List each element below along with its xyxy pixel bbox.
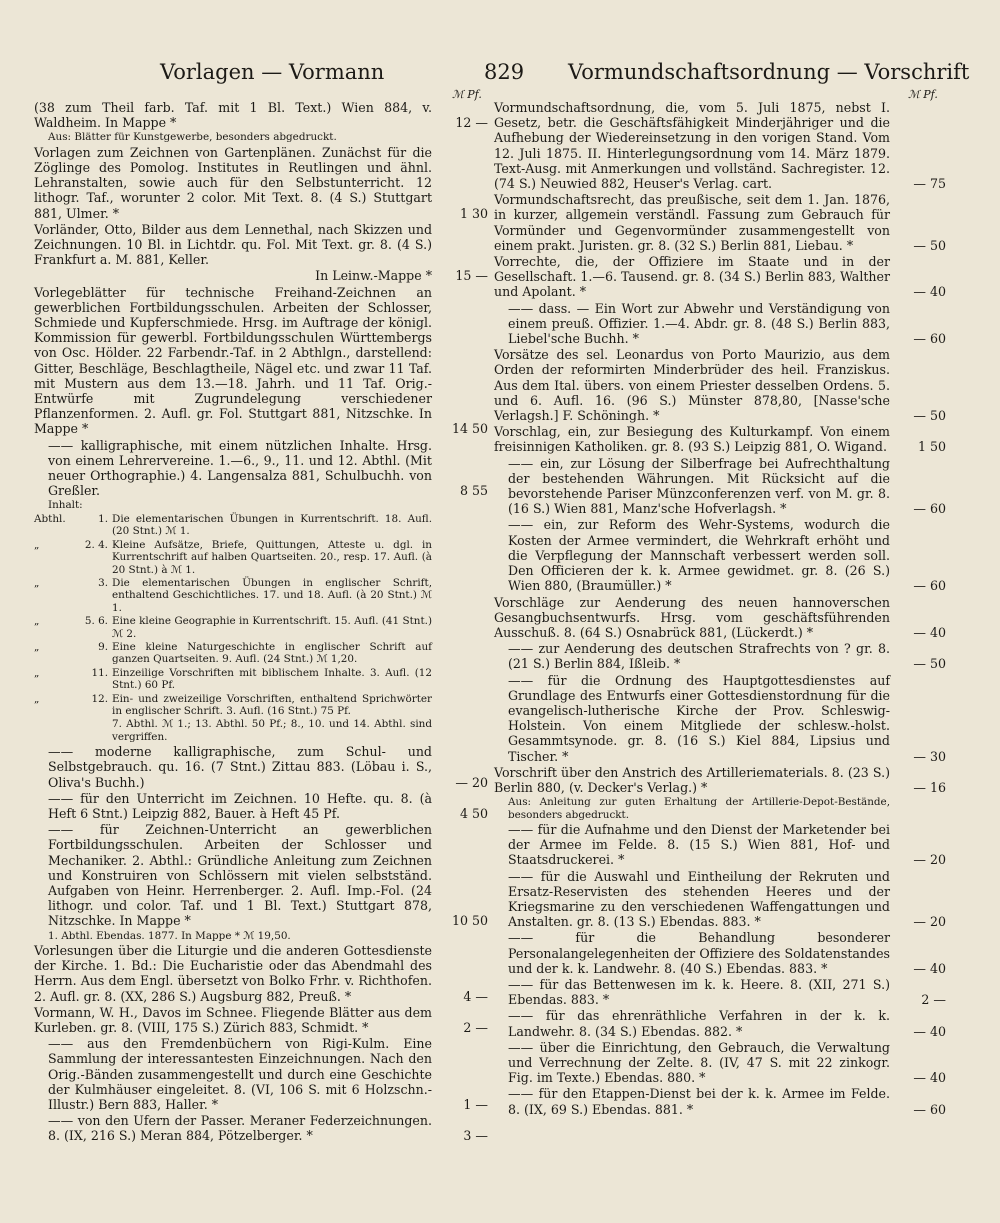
page-number: 829 (484, 60, 525, 84)
entry-price: — 30 (913, 748, 946, 764)
entry-text: Vorlagen zum Zeichnen von Gartenplänen. Zunächst für die Zöglinge des Pomolog. Institutes in Reutlingen und ähnl. Lehranstalten, sowie auch für den Selbstunterricht. 12 lithogr. Taf., worunter 2 color. Mit Text. 8. (4 S.) Stuttgart 881, Ulmer. * (34, 144, 432, 221)
entry-price: — 20 (913, 914, 946, 930)
catalog-entry (34, 744, 488, 790)
entry-text: Vorlegeblätter für technische Freihand-Zeichnen an gewerblichen Fortbildungsschulen. Arbeiten der Schlosser, Schmiede und Kupferschmiede. Hrsg. im Auftrage der königl. Kommission für gewerbl. Fortbildungsschulen Württembergs von Osc. Hölder. 22 Farbendr.-Taf. in 2 Abthlgn., darstellend: Gitter, Beschläge, Beschlagtheile, Nägel etc. und zwar 11 Taf. mit Mustern aus dem 13.—18. Jahrh. und 11 Taf. Orig.-Entwürfe mit Zugrundelegung verschiedener Pflanzenformen. 2. Aufl. gr. Fol. Stuttgart 881, Nitzschke. In Mappe * (34, 284, 432, 437)
entry-price: 15 — (455, 268, 488, 284)
contents-number: 2. 4. (84, 538, 108, 551)
contents-row (34, 513, 488, 538)
entry-text: —— kalligraphische, mit einem nützlichen Inhalte. Hrsg. von einem Lehrervereine. 1.—6., 9., 11. und 12. Abthl. (Mit neuer Orthographie.) 4. Langensalza 881, Schulbuchh. von Greßler. (48, 437, 432, 499)
entry-text: Vorländer, Otto, Bilder aus dem Lennethal, nach Skizzen und Zeichnungen. 10 Bl. in Lichtdr. qu. Fol. Mit Text. gr. 8. (4 S.) Frankfurt a. M. 881, Keller. (34, 221, 432, 268)
entry-text: —— für das Bettenwesen im k. k. Heere. 8. (XII, 271 S.) Ebendas. 883. * (508, 976, 890, 1008)
entry-price: — 20 (455, 774, 488, 790)
entry-price: 4 — (463, 988, 488, 1004)
catalog-entry (494, 100, 946, 191)
entry-note (494, 796, 946, 821)
entry-text: Vorschläge zur Aenderung des neuen hannoverschen Gesangbuchsentwurfs. Hrsg. vom geschäftsführenden Ausschuß. 8. (64 S.) Osnabrück 881, (Lückerdt.) * (494, 594, 890, 640)
contents-label: „ (34, 666, 40, 679)
entry-text: In Leinw.-Mappe * (315, 268, 432, 284)
entry-price: 14 50 (451, 421, 488, 437)
entry-text: Vorlesungen über die Liturgie und die anderen Gottesdienste der Kirche. 1. Bd.: Die Eucharistie oder das Abendmahl des Herrn. Aus dem Engl. übersetzt von Bolko Frhr. v. Richthofen. 2. Aufl. gr. 8. (XX, 286 S.) Augsburg 882, Preuß. * (34, 943, 432, 1004)
entry-text: —— ein, zur Reform des Wehr-Systems, wodurch die Kosten der Armee vermindert, die Wehrkraft erhöht und die Verpflegung der Mannschaft verbessert werden soll. Den Officieren der k. k. Armee gewidmet. gr. 8. (26 S.) Wien 880, (Braumüller.) * (508, 517, 890, 594)
left-column (34, 100, 488, 1145)
catalog-entry (34, 438, 488, 499)
catalog-entry (494, 301, 946, 347)
contents-text: 7. Abthl. ℳ 1.; 13. Abthl. 50 Pf.; 8., 10. und 14. Abthl. sind vergriffen. (112, 718, 432, 743)
catalog-entry (34, 1113, 488, 1143)
contents-row (34, 615, 488, 640)
contents-row (34, 718, 488, 743)
catalog-entry (494, 977, 946, 1007)
entry-text: —— für das ehrenräthliche Verfahren in der k. k. Landwehr. 8. (34 S.) Ebendas. 882. * (508, 1008, 890, 1039)
entry-price: 1 — (463, 1097, 488, 1113)
catalog-entry (494, 456, 946, 517)
contents-row (34, 693, 488, 718)
entry-price: — 40 (913, 624, 946, 640)
entry-price: — 40 (913, 1023, 946, 1039)
entry-price: — 60 (913, 501, 946, 517)
entry-note (34, 499, 488, 511)
contents-text: Einzeilige Vorschriften mit biblischem Inhalte. 3. Aufl. (12 Stnt.) 60 Pf. (112, 666, 432, 692)
contents-text: Eine kleine Geographie in Kurrentschrift. 15. Aufl. (41 Stnt.) ℳ 2. (112, 615, 432, 640)
entry-price: 12 — (455, 115, 488, 131)
catalog-entry (34, 1005, 488, 1035)
entry-price: 3 — (463, 1128, 488, 1144)
contents-label (34, 718, 82, 743)
entry-text: —— für die Auswahl und Eintheilung der Rekruten und Ersatz-Reservisten des stehenden Heeres und der Kriegsmarine zu den verschiedenen Waffengattungen und Anstalten. gr. 8. (13 S.) Ebendas. 883. * (508, 868, 890, 930)
entry-price: — 50 (913, 237, 946, 253)
catalog-entry (494, 673, 946, 764)
catalog-entry (34, 222, 488, 268)
catalog-entry (494, 1040, 946, 1086)
entry-price: — 75 (913, 176, 946, 192)
contents-label: Abthl. (34, 512, 66, 525)
contents-row (34, 577, 488, 614)
entry-text: Inhalt: (48, 499, 83, 512)
entry-price: — 40 (913, 284, 946, 300)
entry-price: — 16 (913, 779, 946, 795)
entry-text: Vorrechte, die, der Offiziere im Staate und in der Gesellschaft. 1.—6. Tausend. gr. 8. (34 S.) Berlin 883, Walther und Apolant. * (494, 254, 890, 300)
entry-text: Vormundschaftsordnung, die, vom 5. Juli 1875, nebst I. Gesetz, betr. die Geschäftsfähigkeit Minderjähriger und die Aufhebung der Wiedereinsetzung in den vorigen Stand. Vom 12. Juli 1875. II. Hinterlegungsordnung vom 14. März 1879. Text-Ausg. mit Anmerkungen und vollständ. Sachregister. 12. (74 S.) Neuwied 882, Heuser's Verlag. cart. (494, 100, 890, 192)
entry-text: (38 zum Theil farb. Taf. mit 1 Bl. Text.) Wien 884, v. Waldheim. In Mappe * (34, 100, 432, 131)
contents-number: 1. (98, 512, 108, 525)
right-column (494, 100, 946, 1118)
catalog-entry (34, 285, 488, 437)
entry-text: Aus: Blätter für Kunstgewerbe, besonders abgedruckt. (48, 131, 337, 144)
entry-text: —— für die Aufnahme und den Dienst der Marketender bei der Armee im Felde. 8. (15 S.) Wien 881, Hof- und Staatsdruckerei. * (508, 821, 890, 868)
entry-text: —— für Zeichnen-Unterricht an gewerblichen Fortbildungsschulen. Arbeiten der Schlosser und Mechaniker. 2. Abthl.: Gründliche Anleitung zum Zeichnen und Konstruiren von Schlössern mit vielen selbstständ. Aufgaben von Heinr. Herrenberger. 2. Aufl. Imp.-Fol. (24 lithogr. und color. Taf. und 1 Bl. Text.) Stuttgart 878, Nitzschke. In Mappe * (48, 822, 432, 929)
entry-price: 4 50 (459, 806, 488, 822)
contents-label: „ (34, 692, 40, 705)
entry-price: 1 50 (917, 439, 946, 455)
catalog-entry (494, 595, 946, 641)
entry-price: — 60 (913, 331, 946, 347)
price-unit-right: ℳ Pf. (908, 88, 938, 101)
catalog-entry (34, 145, 488, 221)
entry-price: — 60 (913, 578, 946, 594)
catalog-entry (34, 791, 488, 821)
catalog-entry (494, 347, 946, 423)
catalog-entry (494, 822, 946, 868)
entry-text: —— dass. — Ein Wort zur Abwehr und Verständigung von einem preuß. Offizier. 1.—4. Abdr. gr. 8. (48 S.) Berlin 883, Liebel'sche Buchh. * (508, 300, 890, 347)
entry-price: 1 30 (459, 205, 488, 221)
catalog-entry (494, 1008, 946, 1038)
entry-text: 1. Abthl. Ebendas. 1877. In Mappe * ℳ 19,50. (48, 929, 291, 942)
catalog-entry (494, 641, 946, 671)
entry-text: Vorsätze des sel. Leonardus von Porto Maurizio, aus dem Orden der reformirten Minderbrüder des heil. Franziskus. Aus dem Ital. übers. von einem Priester desselben Ordens. 5. und 6. Aufl. 16. (96 S.) Münster 878,80, [Nasse'sche Verlagsh.] F. Schöningh. * (494, 347, 890, 424)
catalog-entry (34, 1036, 488, 1112)
price-unit-left: ℳ Pf. (452, 88, 482, 101)
entry-price: — 50 (913, 408, 946, 424)
contents-text: Ein- und zweizeilige Vorschriften, enthaltend Sprichwörter in englischer Schrift. 3. Aufl. (16 Stnt.) 75 Pf. (112, 692, 432, 717)
entry-price: 8 55 (459, 483, 488, 499)
catalog-entry (494, 930, 946, 976)
catalog-entry (494, 765, 946, 795)
entry-text: —— von den Ufern der Passer. Meraner Federzeichnungen. 8. (IX, 216 S.) Meran 884, Pötzelberger. * (48, 1113, 432, 1144)
entry-text: —— für die Behandlung besonderer Personalangelegenheiten der Offiziere des Soldatenstandes und der k. k. Landwehr. 8. (40 S.) Ebendas. 883. * (508, 930, 890, 976)
contents-number: 11. (91, 666, 108, 679)
entry-text: Vorschrift über den Anstrich des Artilleriematerials. 8. (23 S.) Berlin 880, (v. Decker's Verlag.) * (494, 764, 890, 795)
contents-label: „ (34, 538, 40, 551)
entry-text: Aus: Anleitung zur guten Erhaltung der Artillerie-Depot-Bestände, besonders abgedruckt. (508, 796, 890, 821)
contents-label: „ (34, 576, 40, 589)
entry-price: — 60 (913, 1101, 946, 1117)
catalog-entry (494, 424, 946, 454)
entry-text: —— für den Unterricht im Zeichnen. 10 Hefte. qu. 8. (à Heft 6 Stnt.) Leipzig 882, Bauer. à Heft 45 Pf. (48, 790, 432, 822)
catalog-entry (34, 100, 488, 130)
entry-text: —— für den Etappen-Dienst bei der k. k. Armee im Felde. 8. (IX, 69 S.) Ebendas. 881. * (508, 1086, 890, 1117)
contents-number: 5. 6. (84, 615, 108, 628)
contents-text: Eine kleine Naturgeschichte in englischer Schrift auf ganzen Quartseiten. 9. Aufl. (24 Stnt.) ℳ 1,20. (112, 640, 432, 666)
contents-label: „ (34, 640, 40, 653)
entry-text: —— für die Ordnung des Hauptgottesdienstes auf Grundlage des Entwurfs einer Gottesdienstordnung für die evangelisch-lutherische Kirche der Prov. Schleswig-Holstein. Von einem Mitgliede der schlesw.-holst. Gesammtsynode. gr. 8. (16 S.) Kiel 884, Lipsius und Tischer. * (508, 672, 890, 764)
entry-text: —— moderne kalligraphische, zum Schul- und Selbstgebrauch. qu. 16. (7 Stnt.) Zittau 883. (Löbau i. S., Oliva's Buchh.) (48, 744, 432, 790)
contents-text: Die elementarischen Übungen in Kurrentschrift. 18. Aufl. (20 Stnt.) ℳ 1. (112, 512, 432, 538)
entry-price: 10 50 (451, 913, 488, 929)
entry-text: Vormundschaftsrecht, das preußische, seit dem 1. Jan. 1876, in kurzer, allgemein verständl. Fassung zum Gebrauch für Vormünder und Gegenvormünder zusammengestellt von einem prakt. Juristen. gr. 8. (32 S.) Berlin 881, Liebau. * (494, 192, 890, 253)
entry-text: —— ein, zur Lösung der Silberfrage bei Aufrechthaltung der bestehenden Währungen. Mit Rücksicht auf die bevorstehende Pariser Münzconferenzen verf. von M. gr. 8. (16 S.) Wien 881, Manz'sche Hofverlagsh. * (508, 455, 890, 517)
catalog-entry (34, 822, 488, 928)
entry-text: Vorschlag, ein, zur Besiegung des Kulturkampf. Von einem freisinnigen Katholiken. gr. 8. (93 S.) Leipzig 881, O. Wigand. (494, 424, 890, 455)
entry-price: — 40 (913, 1070, 946, 1086)
catalog-entry (494, 192, 946, 253)
entry-text: —— über die Einrichtung, den Gebrauch, die Verwaltung und Verrechnung der Zelte. 8. (IV, 47 S. mit 22 zinkogr. Fig. im Texte.) Ebendas. 880. * (508, 1039, 890, 1086)
contents-number: 3. (98, 576, 108, 589)
contents-number: 9. (98, 640, 108, 653)
catalog-entry (494, 517, 946, 593)
contents-label: „ (34, 615, 40, 628)
contents-row (34, 667, 488, 692)
catalog-entry (494, 869, 946, 930)
entry-text: —— aus den Fremdenbüchern von Rigi-Kulm. Eine Sammlung der interessantesten Einzeichnungen. Nach den Orig.-Bänden zusammengestellt und durch eine Geschichte der Kulmhäuser eingeleitet. 8. (VI, 106 S. mit 6 Holzschn.-Illustr.) Bern 883, Haller. * (48, 1036, 432, 1113)
entry-price: — 50 (913, 656, 946, 672)
contents-number (82, 718, 112, 743)
contents-text: Kleine Aufsätze, Briefe, Quittungen, Atteste u. dgl. in Kurrentschrift auf halben Quartseiten. 20., resp. 17. Aufl. (à 20 Stnt.) à ℳ 1. (112, 538, 432, 576)
catalog-entry (494, 254, 946, 300)
contents-text: Die elementarischen Übungen in englischer Schrift, enthaltend Geschichtliches. 17. und 18. Aufl. (à 20 Stnt.) ℳ 1. (112, 576, 432, 614)
entry-price: — 40 (913, 960, 946, 976)
running-head-left: Vorlagen — Vormann (160, 60, 385, 84)
catalog-entry (34, 943, 488, 1004)
contents-row (34, 641, 488, 666)
entry-price: — 20 (913, 852, 946, 868)
catalog-entry (34, 268, 488, 283)
entry-note (34, 131, 488, 143)
catalog-entry (494, 1086, 946, 1116)
entry-text: —— zur Aenderung des deutschen Strafrechts von ? gr. 8. (21 S.) Berlin 884, Ißleib. * (508, 641, 890, 672)
contents-number: 12. (91, 692, 108, 705)
entry-note (34, 930, 488, 942)
entry-price: 2 — (921, 992, 946, 1008)
contents-row (34, 539, 488, 576)
running-head-right: Vormundschaftsordnung — Vorschrift (568, 60, 970, 84)
entry-text: Vormann, W. H., Davos im Schnee. Fliegende Blätter aus dem Kurleben. gr. 8. (VIII, 175 S.) Zürich 883, Schmidt. * (34, 1004, 432, 1036)
entry-price: 2 — (463, 1020, 488, 1036)
